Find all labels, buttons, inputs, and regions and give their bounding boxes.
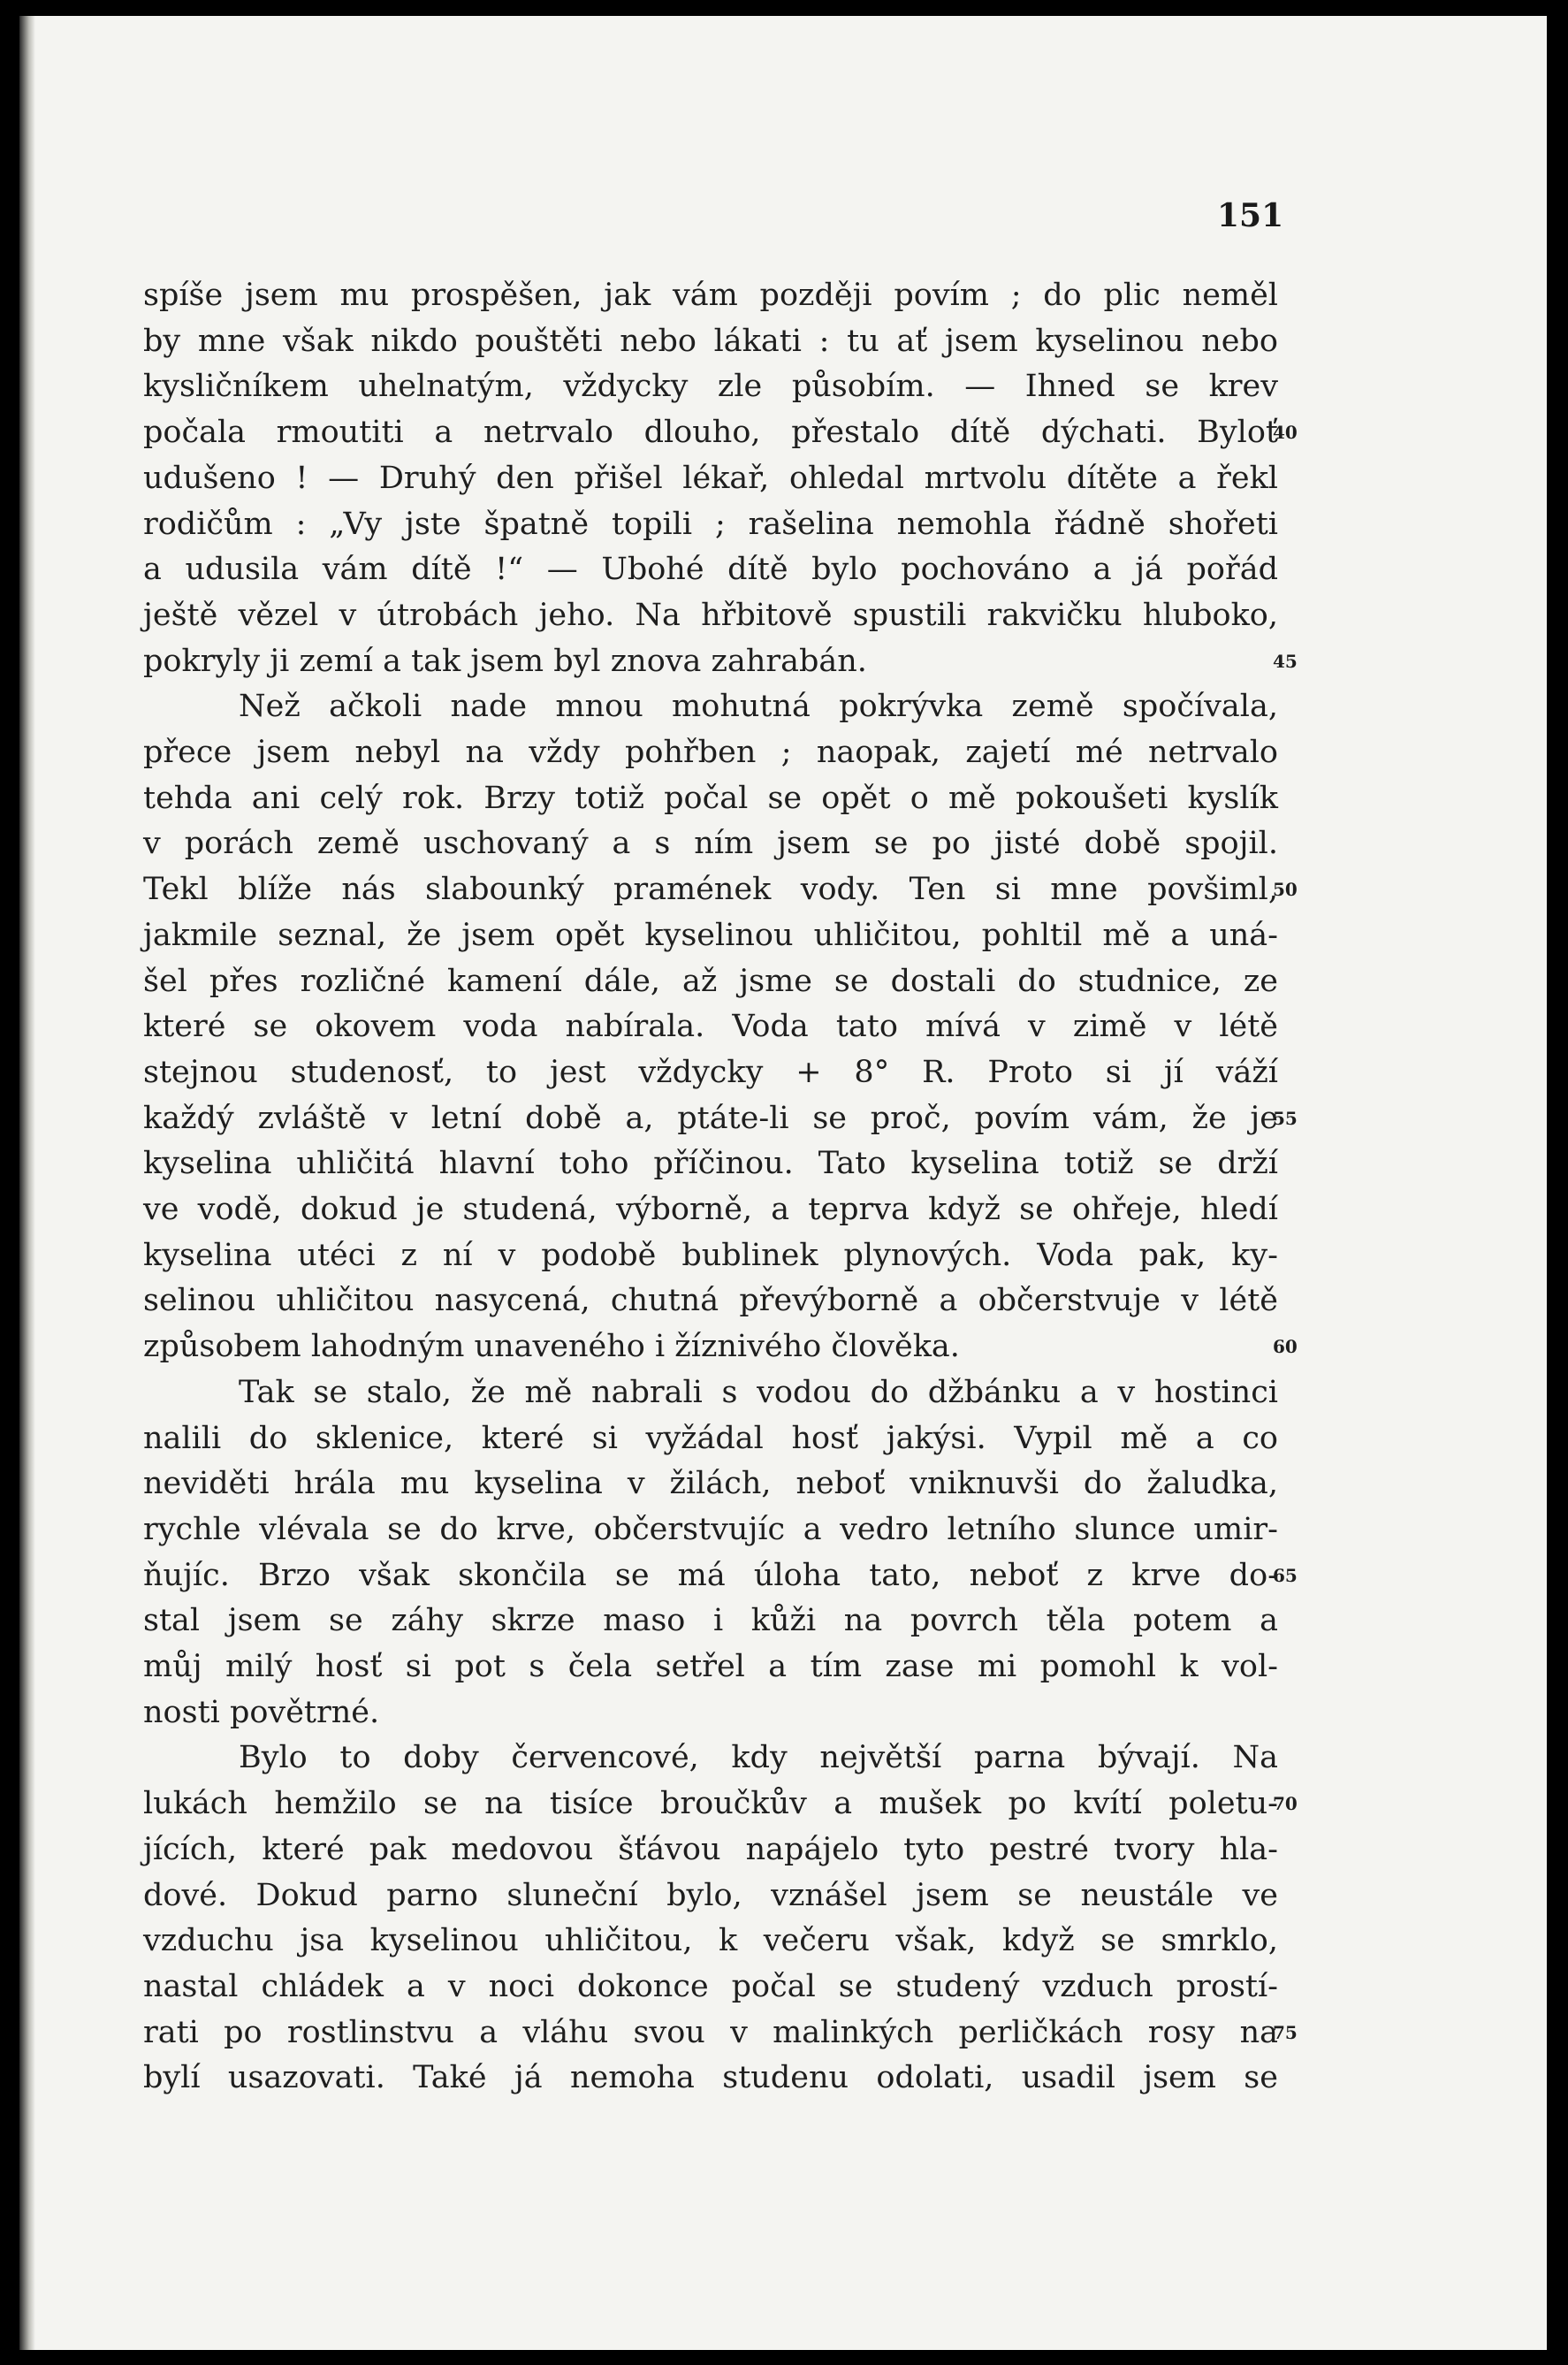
page-gutter-shadow — [19, 16, 35, 2350]
text-line: selinou uhličitou nasycená, chutná převýborně a občerstvuje v létě — [143, 1283, 1278, 1319]
text-line: způsobem lahodným unaveného i žíznivého člověka. — [143, 1329, 960, 1365]
text-line: dové. Dokud parno sluneční bylo, vznášel jsem se neustále ve — [143, 1877, 1278, 1913]
text-line: pokryly ji zemí a tak jsem byl znova zahrabán. — [143, 643, 867, 679]
text-line: lukách hemžilo se na tisíce broučkův a mušek po kvítí poletu- — [143, 1786, 1278, 1822]
line-number-marker: 65 — [1273, 1564, 1298, 1586]
text-line: kysličníkem uhelnatým, vždycky zle působím. — Ihned se krev — [143, 369, 1278, 405]
text-line: udušeno ! — Druhý den přišel lékař, ohledal mrtvolu dítěte a řekl — [143, 460, 1278, 496]
text-line: jakmile seznal, že jsem opět kyselinou uhličitou, pohltil mě a uná- — [143, 917, 1278, 953]
text-line: spíše jsem mu prospěšen, jak vám později povím ; do plic neměl — [143, 278, 1278, 313]
text-line: rodičům : „Vy jste špatně topili ; rašelina nemohla řádně shořeti — [143, 506, 1278, 542]
text-line: jících, které pak medovou šťávou napájelo tyto pestré tvory hla- — [143, 1831, 1278, 1867]
text-line: vzduchu jsa kyselinou uhličitou, k večeru však, když se smrklo, — [143, 1923, 1278, 1959]
text-line: neviděti hrála mu kyselina v žilách, neboť vniknuvši do žaludka, — [143, 1466, 1278, 1502]
line-number-marker: 40 — [1273, 422, 1298, 444]
text-line: nosti povětrné. — [143, 1694, 380, 1730]
text-line: tehda ani celý rok. Brzy totiž počal se opět o mě pokoušeti kyslík — [143, 780, 1278, 816]
line-number-marker: 45 — [1273, 650, 1298, 672]
text-line: nalili do sklenice, které si vyžádal hosť jakýsi. Vypil mě a co — [143, 1420, 1278, 1456]
text-line: ještě vězel v útrobách jeho. Na hřbitově spustili rakvičku hluboko, — [143, 597, 1278, 633]
text-line: šel přes rozličné kamení dále, až jsme se dostali do studnice, ze — [143, 963, 1278, 999]
line-number-marker: 60 — [1273, 1336, 1298, 1358]
page-number: 151 — [1217, 197, 1284, 234]
text-line: počala rmoutiti a netrvalo dlouho, přestalo dítě dýchati. Byloť — [143, 415, 1278, 451]
text-line: každý zvláště v letní době a, ptáte-li se proč, povím vám, že je — [143, 1100, 1278, 1136]
text-line: Bylo to doby červencové, kdy největší parna bývají. Na — [239, 1740, 1278, 1776]
text-line: v porách země uschovaný a s ním jsem se po jisté době spojil. — [143, 826, 1278, 862]
line-number-marker: 75 — [1273, 2021, 1298, 2043]
text-line: kyselina uhličitá hlavní toho příčinou. Tato kyselina totiž se drží — [143, 1146, 1278, 1182]
book-page — [19, 16, 1547, 2350]
text-line: by mne však nikdo pouštěti nebo lákati : tu ať jsem kyselinou nebo — [143, 323, 1278, 359]
text-line: můj milý hosť si pot s čela setřel a tím zase mi pomohl k vol- — [143, 1649, 1278, 1684]
text-line: rychle vlévala se do krve, občerstvujíc a vedro letního slunce umir- — [143, 1511, 1278, 1547]
text-line: stal jsem se záhy skrze maso i kůži na povrch těla potem a — [143, 1603, 1278, 1639]
text-line: přece jsem nebyl na vždy pohřben ; naopak, zajetí mé netrvalo — [143, 735, 1278, 770]
text-line: které se okovem voda nabírala. Voda tato mívá v zimě v létě — [143, 1009, 1278, 1045]
text-line: nastal chládek a v noci dokonce počal se studený vzduch prostí- — [143, 1968, 1278, 2004]
text-line: Než ačkoli nade mnou mohutná pokrývka země spočívala, — [239, 689, 1278, 725]
line-number-marker: 50 — [1273, 879, 1298, 901]
text-line: ve vodě, dokud je studená, výborně, a teprva když se ohřeje, hledí — [143, 1192, 1278, 1227]
line-number-marker: 70 — [1273, 1793, 1298, 1815]
text-line: kyselina utéci z ní v podobě bublinek plynových. Voda pak, ky- — [143, 1237, 1278, 1273]
text-line: ňujíc. Brzo však skončila se má úloha tato, neboť z krve do- — [143, 1557, 1278, 1593]
text-line: Tak se stalo, že mě nabrali s vodou do džbánku a v hostinci — [239, 1374, 1278, 1410]
text-line: a udusila vám dítě !“ — Ubohé dítě bylo pochováno a já pořád — [143, 552, 1278, 588]
line-number-marker: 55 — [1273, 1107, 1298, 1129]
text-line: Tekl blíže nás slabounký pramének vody. Ten si mne povšiml, — [143, 872, 1278, 908]
text-line: stejnou studenosť, to jest vždycky + 8° R. Proto si jí váží — [143, 1054, 1278, 1090]
text-line: rati po rostlinstvu a vláhu svou v malinkých perličkách rosy na — [143, 2014, 1278, 2050]
text-line: bylí usazovati. Také já nemoha studenu odolati, usadil jsem se — [143, 2060, 1278, 2096]
